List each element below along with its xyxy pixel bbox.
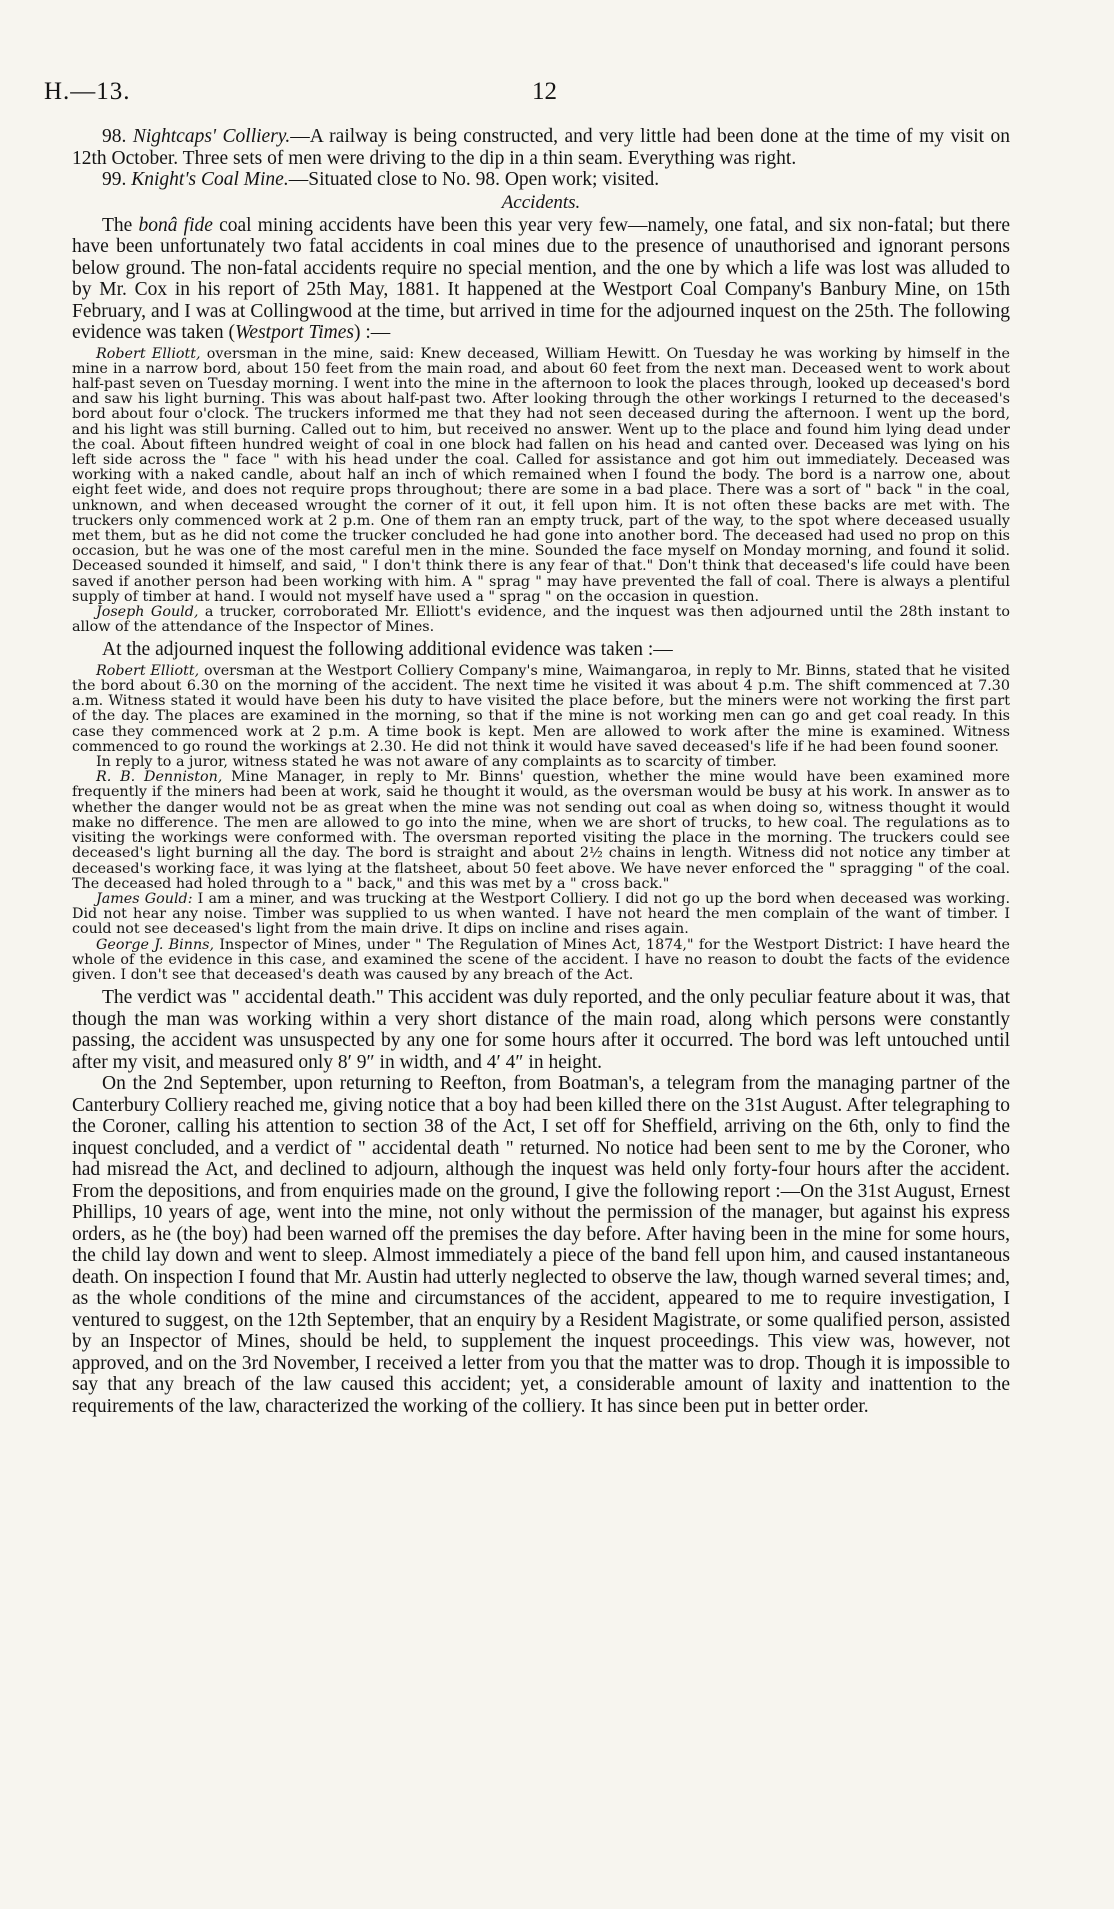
adjourned-intro: At the adjourned inquest the following additional evidence was taken :—	[102, 639, 673, 661]
evidence-paragraph: In reply to a juror, witness stated he was not aware of any complaints as to scarcity of timber.	[96, 754, 777, 771]
witness-name: George J. Binns,	[96, 936, 215, 953]
page-number: 12	[532, 78, 557, 105]
evidence-paragraph: R. B. Denniston, Mine Manager, in reply to Mr. Binns' question, whether the mine would have been examined more frequently if the miners had been at work, said he thought it would, as the oversman would be busy at his work. In answer as to whether the danger would not be as great when the mine was not sending out coal as when doing so, witness thought it would make no difference. The men are allowed to go into the mine, when we are short of trucks, to hew coal. The regulations as to visiting the workings were conformed with. The oversman reported visiting the place in the morning. The truckers could see deceased's light burning all the day. The bord is straight and about 2½ chains in length. Witness did not notice any timber at deceased's working face, it was lying at the flatsheet, about 50 feet above. We have never enforced the " spragging " of the coal. The deceased had holed through to a " back," and this was met by a " cross back."	[72, 769, 1010, 892]
colliery-name: Knight's Coal Mine.	[131, 169, 289, 190]
evidence-paragraph: George J. Binns, Inspector of Mines, under " The Regulation of Mines Act, 1874," for the Westport District: I have heard the whole of the evidence in this case, and examined the scene of the accident. I have no reason to doubt the facts of the evidence given. I don't see that deceased's death was caused by any breach of the Act.	[72, 936, 1010, 983]
source-title: Westport Times	[234, 322, 354, 343]
witness-name: Robert Elliott,	[96, 662, 200, 679]
witness-name: Joseph Gould,	[96, 603, 199, 620]
accidents-intro-paragraph: The bonâ fide coal mining accidents have been this year very few—namely, one fatal, and six non-fatal; but there have been unfortunately two fatal accidents in coal mines due to the presence of unauthorised and ignorant persons below ground. The non-fatal accidents require no special mention, and the one by which a life was lost was alluded to by Mr. Cox in his report of 25th May, 1881. It happened at the Westport Coal Company's Banbury Mine, on 15th February, and I was at Collingwood at the time, but arrived in time for the adjourned inquest on the 25th. The following evidence was taken (Westport Times) :—	[72, 214, 1010, 343]
witness-name: Robert Elliott,	[96, 345, 201, 362]
evidence-paragraph: Robert Elliott, oversman at the Westport Colliery Company's mine, Waimangaroa, in reply to Mr. Binns, stated that he visited the bord about 6.30 on the morning of the accident. The next time he visited it was about 4 p.m. The shift commenced at 7.30 a.m. Witness stated it would have been his duty to have visited the place before, but the miners were not working the first part of the day. The places are examined in the morning, so that if the mine is not working men can go and get coal ready. In this case they commenced work at 2 p.m. A time book is kept. Men are allowed to work after the mine is examined. Witness commenced to go round the workings at 2.30. He did not think it would have saved deceased's life if he had been found sooner.	[72, 662, 1010, 755]
colliery-name: Nightcaps' Colliery.	[132, 126, 291, 147]
section-heading: Accidents.	[501, 191, 581, 213]
witness-name: R. B. Denniston,	[96, 769, 223, 786]
evidence-paragraph: James Gould: I am a miner, and was trucking at the Westport Colliery. I did not go up the bord when deceased was working. Did not hear any noise. Timber was supplied to us when wanted. I have not heard the men complain of the want of timber. I could not see deceased's light from the main drive. It dips on incline and rises again.	[72, 890, 1010, 938]
verdict-paragraph: The verdict was " accidental death." This accident was duly reported, and the only peculiar feature about it was, that though the man was working within a very short distance of the main road, along which persons were constantly passing, the accident was unsuspected by any one for some hours after it occurred. The bord was left untouched until after my visit, and measured only 8′ 9″ in width, and 4′ 4″ in height.	[72, 987, 1010, 1073]
document-code: H.—13.	[44, 78, 131, 105]
page-content	[72, 126, 1010, 1417]
evidence-paragraph: Joseph Gould, a trucker, corroborated Mr. Elliott's evidence, and the inquest was then adjourned until the 28th instant to allow of the attendance of the Inspector of Mines.	[72, 603, 1011, 636]
evidence-paragraph: Robert Elliott, oversman in the mine, said: Knew deceased, William Hewitt. On Tuesday he was working by himself in the mine in a narrow bord, about 150 feet from the main road, and about 60 feet from the next man. Deceased went to work about half-past seven on Tuesday morning. I went into the mine in the afternoon to look the places through, looked up deceased's bord and saw his light burning. This was about half-past two. After looking through the other workings I returned to the deceased's bord about four o'clock. The truckers informed me that they had not seen deceased during the afternoon. I went up the bord, and his light was still burning. Called out to him, but received no answer. Went up to the place and found him lying dead under the coal. About fifteen hundred weight of coal in one block had fallen on his head and canted over. Deceased was lying on his left side across the " face " with his head under the coal. Called for assistance and got him out immediately. Deceased was working with a naked candle, about half an inch of which remained when I found the body. The bord is a narrow one, about eight feet wide, and does not require props throughout; there are some in a bad place. There was a sort of " back " in the coal, unknown, and when deceased wrought the corner of it out, it fell upon him. It is not often these backs are met with. The truckers only commenced work at 2 p.m. One of them ran an empty truck, part of the way, to the spot where deceased usually met them, but as he did not come the trucker concluded he had gone into another bord. The deceased had used no prop on this occasion, but he was one of the most careful men in the mine. Sounded the face myself on Monday morning, and found it solid. Deceased sounded it himself, and said, " I don't think there is any fear of that." Don't think that deceased's life could have been saved if another person had been working with him. A " sprag " may have prevented the fall of coal. There is always a plentiful supply of timber at hand. I would not myself have used a " sprag " on the occasion in question.	[72, 345, 1011, 605]
page-header	[44, 78, 557, 114]
colliery-entry-98: 98. Nightcaps' Colliery.—A railway is being constructed, and very little had been done at the time of my visit on 12th October. Three sets of men were driving to the dip in a thin seam. Everything was right.	[72, 126, 1011, 169]
colliery-entry-99: 99. Knight's Coal Mine.—Situated close to No. 98. Open work; visited.	[102, 169, 660, 190]
canterbury-colliery-paragraph: On the 2nd September, upon returning to Reefton, from Boatman's, a telegram from the managing partner of the Canterbury Colliery reached me, giving notice that a boy had been killed there on the 31st August. After telegraphing to the Coroner, calling his attention to section 38 of the Act, I set off for Sheffield, arriving on the 6th, only to find the inquest concluded, and a verdict of " accidental death " returned. No notice had been sent to me by the Coroner, who had misread the Act, and declined to adjourn, although the inquest was held only forty-four hours after the accident. From the depositions, and from enquiries made on the ground, I give the following report :—On the 31st August, Ernest Phillips, 10 years of age, went into the mine, not only without the permission of the manager, but against his express orders, as he (the boy) had been warned off the premises the day before. After having been in the mine for some hours, the child lay down and went to sleep. Almost immediately a piece of the band fell upon him, and caused instantaneous death. On inspection I found that Mr. Austin had utterly neglected to observe the law, though warned several times; and, as the whole conditions of the mine and circumstances of the accident, appeared to me to require investigation, I ventured to suggest, on the 12th September, that an enquiry by a Resident Magistrate, or some qualified person, assisted by an Inspector of Mines, should be held, to supplement the inquest proceedings. This view was, however, not approved, and on the 3rd November, I received a letter from you that the matter was to drop. Though it is impossible to say that any breach of the law caused this accident; yet, a considerable amount of laxity and inattention to the requirements of the law, characterized the working of the colliery. It has since been put in better order.	[72, 1073, 1010, 1417]
witness-name: James Gould:	[96, 890, 193, 907]
